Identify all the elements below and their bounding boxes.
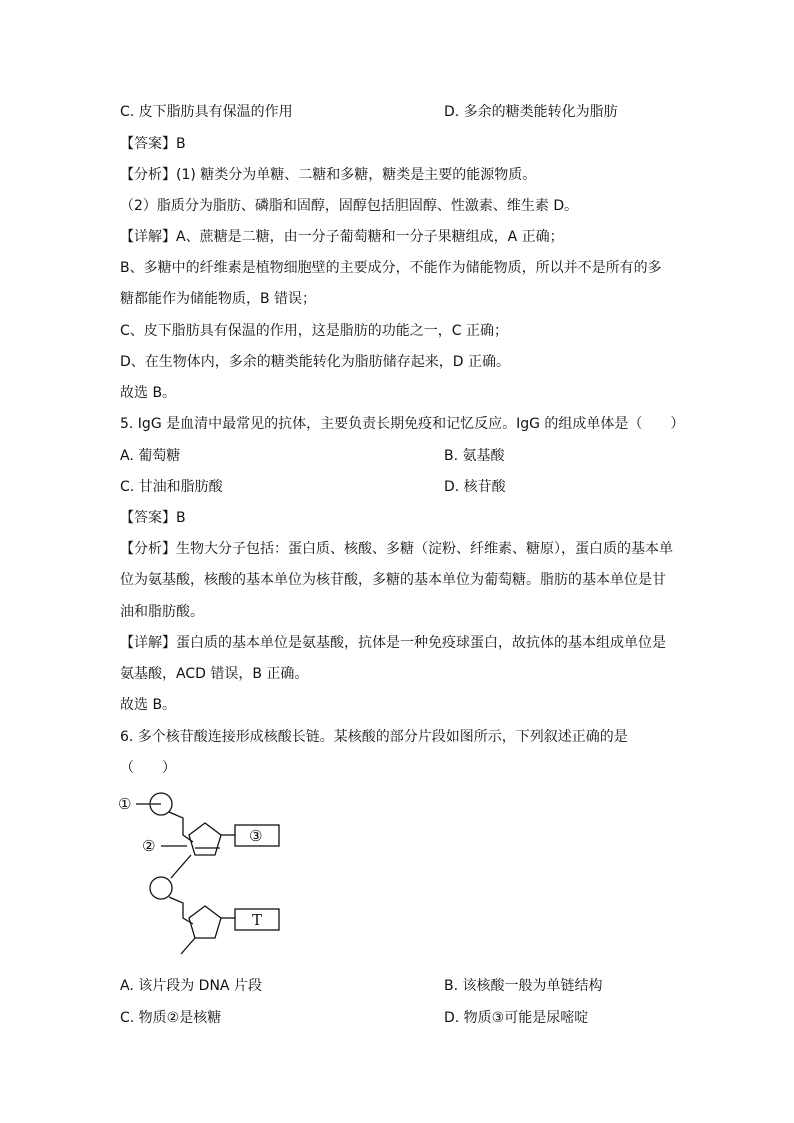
pentose-sugar-1 — [189, 823, 221, 855]
q6-option-b: B. 该核酸一般为单链结构 — [444, 978, 603, 994]
q4-option-d: D. 多余的糖类能转化为脂肪 — [444, 104, 618, 120]
q5-analysis-3: 油和脂肪酸。 — [120, 604, 204, 620]
q5-option-a: A. 葡萄糖 — [120, 448, 181, 464]
q6-option-a: A. 该片段为 DNA 片段 — [120, 978, 262, 994]
q4-detail-4: C、皮下脂肪具有保温的作用，这是脂肪的功能之一，C 正确； — [120, 323, 508, 339]
q6-option-d: D. 物质③可能是尿嘧啶 — [444, 1010, 589, 1026]
q5-option-d: D. 核苷酸 — [444, 479, 506, 495]
q6-question: 6. 多个核苷酸连接形成核酸长链。某核酸的部分片段如图所示，下列叙述正确的是 — [120, 729, 628, 745]
q5-conclusion: 故选 B。 — [120, 697, 177, 713]
q4-detail-2: B、多糖中的纤维素是植物细胞壁的主要成分，不能作为储能物质，所以并不是所有的多 — [120, 260, 662, 276]
q5-option-b: B. 氨基酸 — [444, 448, 505, 464]
q4-detail-5: D、在生物体内，多余的糖类能转化为脂肪储存起来，D 正确。 — [120, 354, 511, 370]
q5-analysis-1: 【分析】生物大分子包括：蛋白质、核酸、多糖（淀粉、纤维素、糖原），蛋白质的基本单 — [120, 541, 673, 557]
label-1: ① — [118, 795, 132, 813]
sugar-phosphate-bond-1 — [171, 855, 191, 878]
q4-analysis-2: （2）脂质分为脂肪、磷脂和固醇，固醇包括胆固醇、性激素、维生素 D。 — [120, 198, 579, 214]
q5-detail-1: 【详解】蛋白质的基本单位是氨基酸，抗体是一种免疫球蛋白，故抗体的基本组成单位是 — [120, 635, 666, 651]
label-3: ③ — [249, 827, 263, 845]
label-base-t: T — [252, 911, 263, 929]
q4-detail-3: 糖都能作为储能物质，B 错误； — [120, 291, 317, 307]
phosphate-circle-2 — [150, 877, 172, 899]
q5-analysis-2: 位为氨基酸，核酸的基本单位为核苷酸，多糖的基本单位为葡萄糖。脂肪的基本单位是甘 — [120, 572, 666, 588]
q4-detail-1: 【详解】A、蔗糖是二糖，由一分子葡萄糖和一分子果糖组成，A 正确； — [120, 229, 564, 245]
label-2: ② — [142, 837, 156, 855]
q5-detail-2: 氨基酸，ACD 错误，B 正确。 — [120, 666, 309, 682]
q4-option-c: C. 皮下脂肪具有保温的作用 — [120, 104, 293, 120]
q4-analysis-1: 【分析】(1) 糖类分为单糖、二糖和多糖，糖类是主要的能源物质。 — [120, 167, 537, 183]
q4-answer: 【答案】B — [120, 136, 186, 152]
pentose-sugar-2 — [189, 906, 221, 938]
q5-question: 5. IgG 是血清中最常见的抗体，主要负责长期免疫和记忆反应。IgG 的组成单体是（ ） — [120, 416, 685, 432]
nucleotide-chain-diagram — [115, 790, 315, 965]
q4-conclusion: 故选 B。 — [120, 385, 177, 401]
q6-paren: （ ） — [120, 760, 176, 776]
q5-option-c: C. 甘油和脂肪酸 — [120, 479, 223, 495]
q6-option-c: C. 物质②是核糖 — [120, 1010, 222, 1026]
chain-tail — [181, 938, 195, 954]
q5-answer: 【答案】B — [120, 510, 186, 526]
